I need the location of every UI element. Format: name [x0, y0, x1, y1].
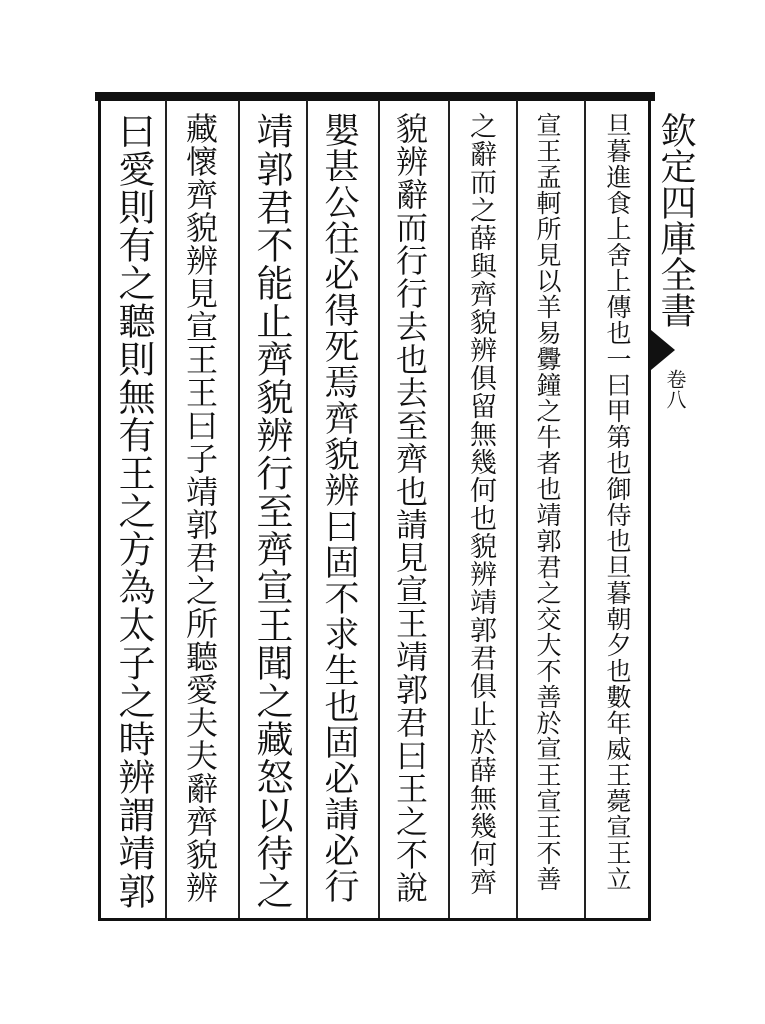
book-title: 欽定四庫全書: [655, 112, 696, 328]
column-rule: [306, 100, 308, 918]
margin-label: [655, 112, 695, 912]
top-border: [95, 92, 655, 101]
column-rule: [584, 100, 586, 918]
column-rule: [448, 100, 450, 918]
text-column-8: 曰愛則有之聽則無有王之方為太子之時辨謂靖郭: [112, 112, 155, 910]
text-column-1: 旦暮進食上舍上傳也一曰甲第也御侍也旦暮朝夕也數年威王薨宣王立: [603, 112, 632, 892]
volume-label: 卷八: [663, 369, 687, 409]
column-rule: [238, 100, 240, 918]
text-column-7: 藏懷齊貌辨見宣王王曰子靖郭君之所聽愛夫夫辭齊貌辨: [181, 112, 219, 904]
left-border: [98, 100, 101, 920]
right-border: [648, 100, 651, 920]
bottom-border: [98, 918, 651, 921]
column-rule: [378, 100, 380, 918]
text-column-2: 宣王孟軻所見以羊易釁鐘之牛者也靖郭君之交大不善於宣王宣王不善: [533, 112, 562, 892]
text-column-4: 貌辨辭而行行去也去至齊也請見宣王靖郭君曰王之不說: [391, 112, 429, 904]
text-column-6: 靖郭君不能止齊貌辨行至齊宣王聞之藏怒以待之: [250, 112, 293, 910]
column-rule: [165, 100, 167, 918]
text-column-5: 嬰甚公往必得死焉齊貌辨曰固不求生也固必請必行: [319, 112, 359, 904]
text-column-3: 之辭而之薛與齊貌辨俱留無幾何也貌辨靖郭君俱止於薛無幾何齊: [465, 112, 496, 896]
column-rule: [516, 100, 518, 918]
